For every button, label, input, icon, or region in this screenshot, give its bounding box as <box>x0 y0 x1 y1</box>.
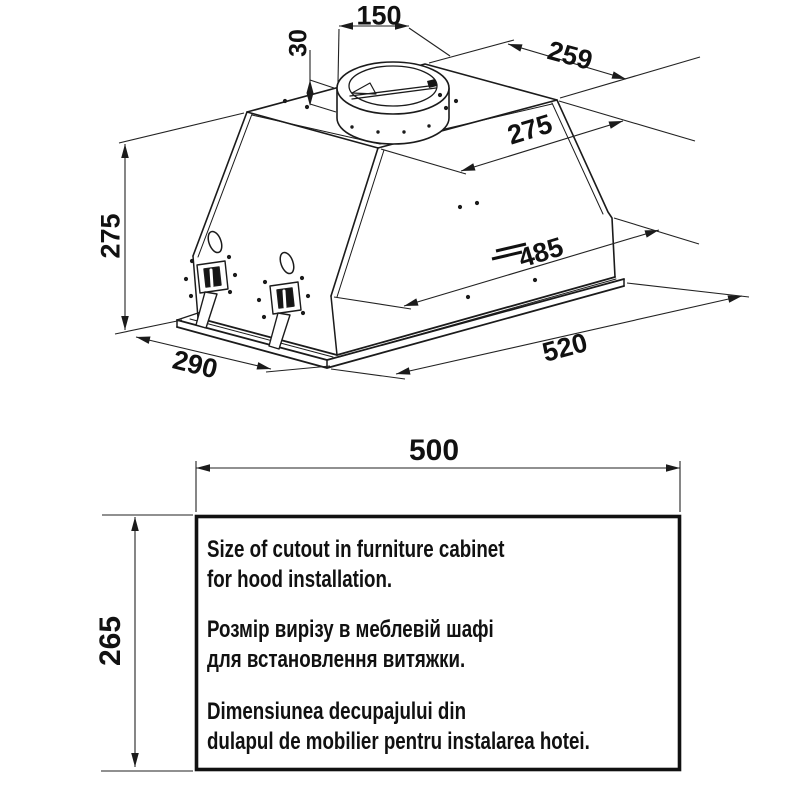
note-english-line2: for hood installation. <box>207 566 393 593</box>
spring-latch-right <box>257 276 310 349</box>
dim-label-top-width: 275 <box>503 108 556 151</box>
exhaust-collar <box>337 62 449 144</box>
dim-label-cutout-width: 500 <box>408 434 460 467</box>
note-romanian-line2: dulapul de mobilier pentru instalarea hotei. <box>207 728 590 755</box>
note-ukrainian-line2: для встановлення витяжки. <box>207 646 466 673</box>
dim-label-collar-diameter: 150 <box>356 0 402 31</box>
note-english-line1: Size of cutout in furniture cabinet <box>207 536 505 563</box>
oval-hole-right <box>278 251 297 276</box>
note-ukrainian-line1: Розмір вирізу в меблевій шафі <box>207 616 494 643</box>
hood-body <box>177 62 624 368</box>
dim-label-collar-height: 30 <box>284 29 313 57</box>
dim-label-top-depth: 259 <box>544 35 596 76</box>
dim-label-inner-width: 485 <box>514 231 567 274</box>
dim-label-base-depth: 290 <box>169 344 221 385</box>
dim-label-base-width: 520 <box>539 327 591 368</box>
dim-label-height: 275 <box>95 213 126 259</box>
note-romanian-line1: Dimensiunea decupajului din <box>207 698 467 725</box>
spring-latch-left <box>184 255 237 328</box>
dim-label-cutout-height: 265 <box>94 615 127 667</box>
oval-hole-left <box>206 230 225 255</box>
